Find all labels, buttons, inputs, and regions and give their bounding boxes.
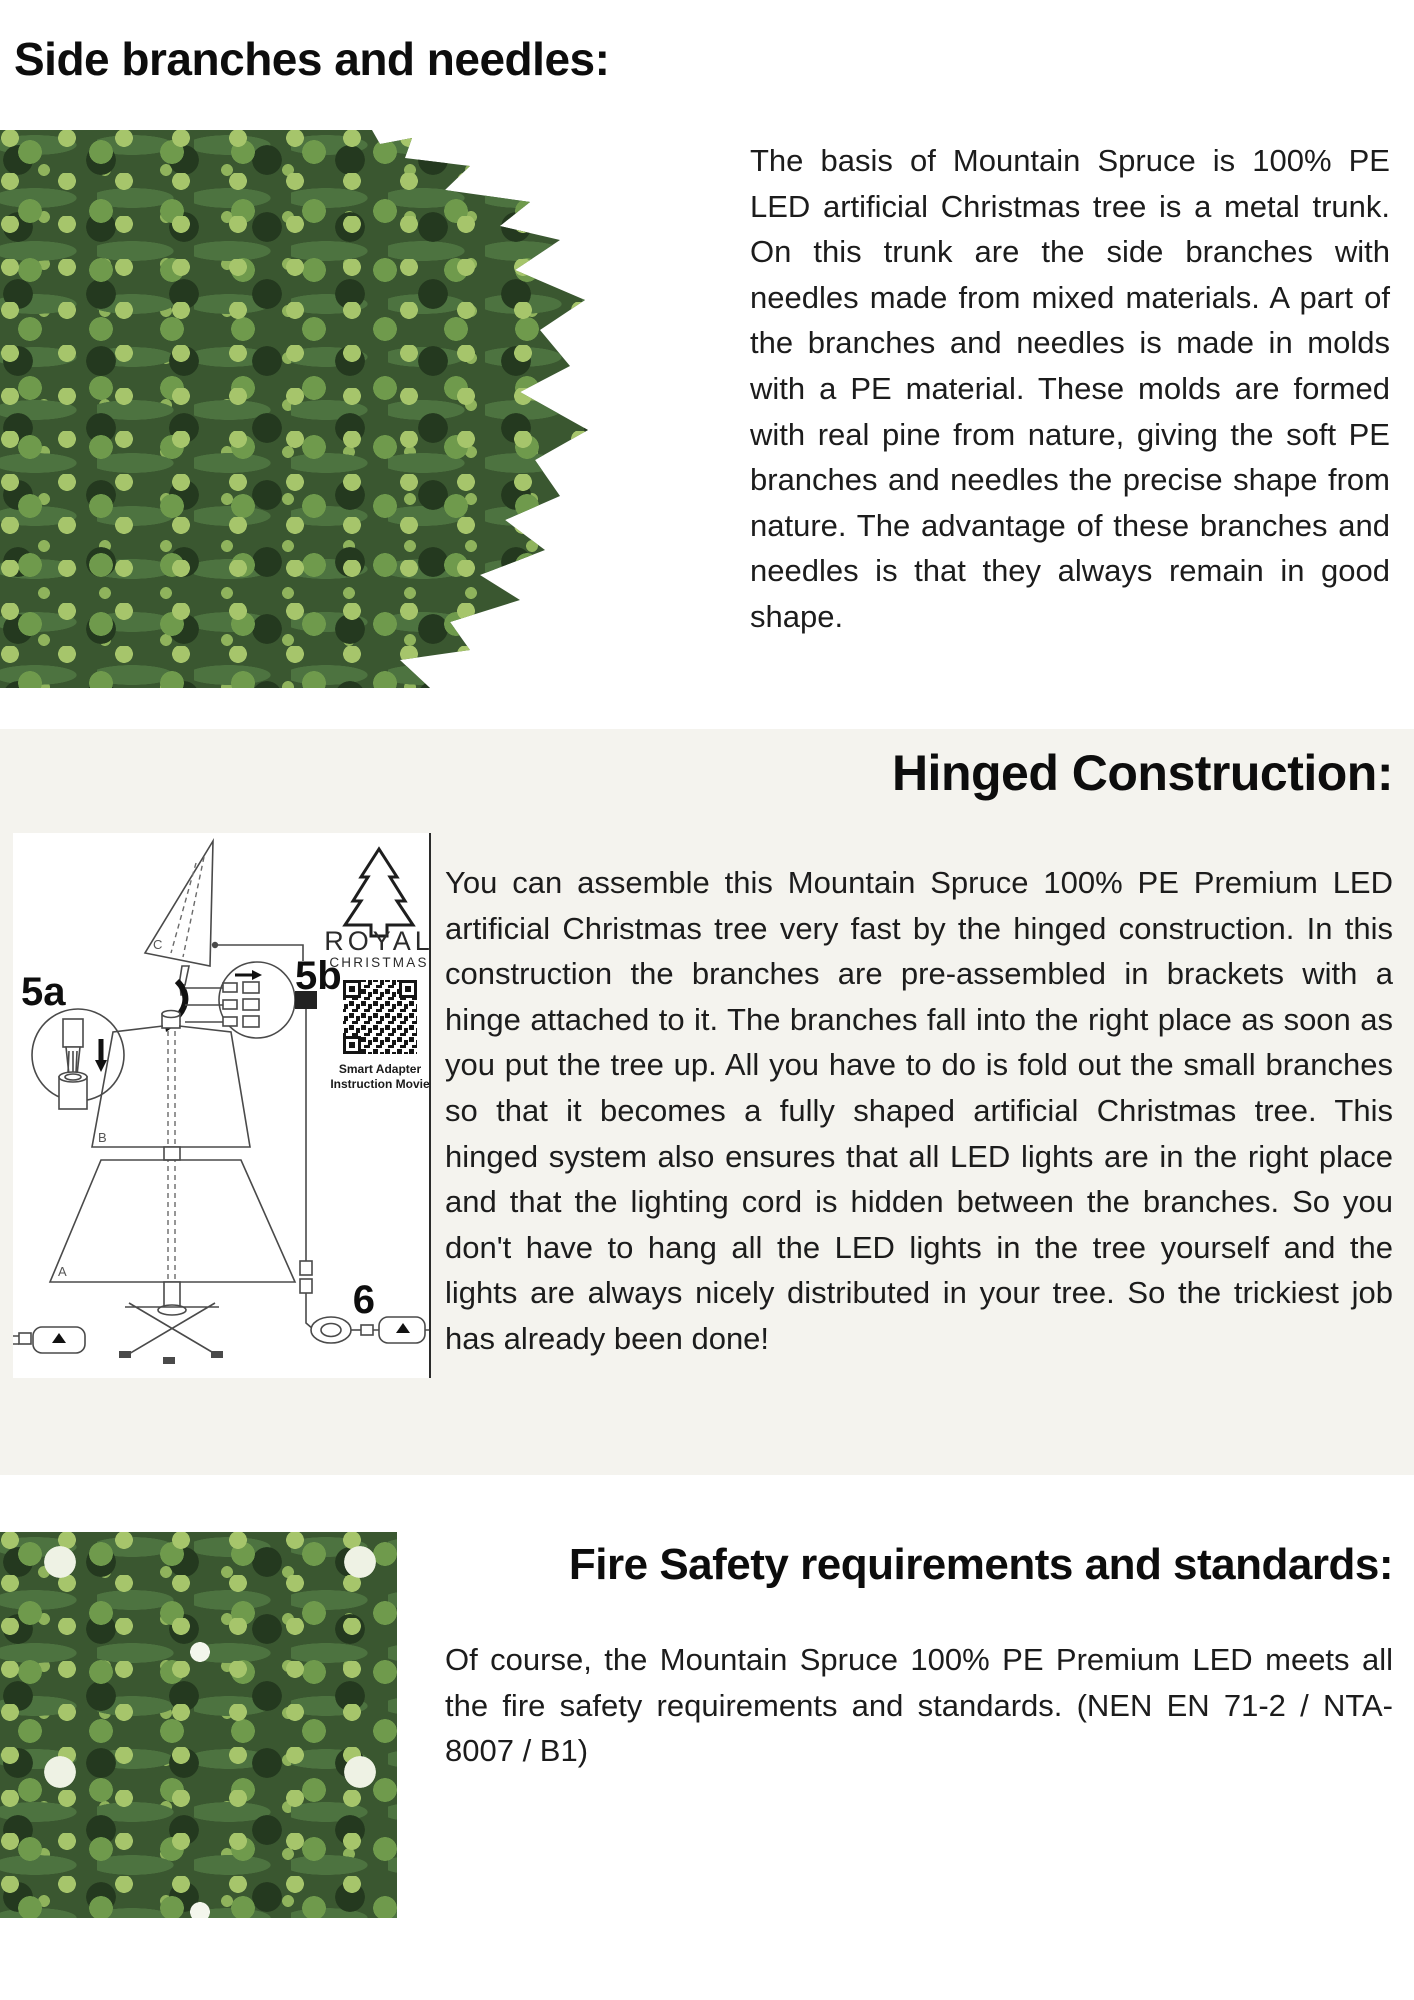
royal-christmas-logo xyxy=(324,849,429,970)
tree-bottom-section-a xyxy=(50,1160,295,1282)
fire-safety-paragraph: Of course, the Mountain Spruce 100% PE Premium LED meets all the fire safety requirements and standards. (NEN EN 71-2 / NTA-8007 / B1) xyxy=(445,1642,1393,1769)
logo-text-royal: ROYAL xyxy=(324,926,429,956)
logo-text-christmas: CHRISTMAS xyxy=(329,955,429,970)
fire-safety-heading: Fire Safety requirements and standards: xyxy=(568,1540,1393,1589)
hinged-heading: Hinged Construction: xyxy=(891,745,1393,801)
leader-line xyxy=(215,945,303,961)
side-branches-heading: Side branches and needles: xyxy=(14,33,610,85)
part-c-label: C xyxy=(153,937,163,952)
tree-stand xyxy=(119,1282,223,1364)
step-6-label: 6 xyxy=(352,1278,375,1322)
tree-closeup-photo xyxy=(0,1532,397,1918)
qr-caption-line1: Smart Adapter xyxy=(338,1062,422,1076)
step-5b-label: 5b xyxy=(295,954,342,998)
assembly-diagram-drawing xyxy=(13,833,429,1378)
qr-code xyxy=(343,980,417,1054)
tree-middle-section-b xyxy=(92,1026,250,1160)
hinged-paragraph: You can assemble this Mountain Spruce 100% PE Premium LED artificial Christmas tree very fast by the hinged construction. In this construction the branches are pre-assembled in brackets with a hinge attached to it. The branches fall into the right place as soon as you put the tree up. All you have to do is fold out the small branches so that it becomes a fully shaped artificial Christmas tree. This hinged system also ensures that all LED lights are in the right place and that the lighting cord is hidden between the branches. So you don't have to hang all the LED lights in the tree yourself and the lights are always nicely distributed in your tree. So the trickiest job has already been done! xyxy=(445,865,1393,1356)
tree-branches-photo xyxy=(0,130,590,688)
detail-5a-callout xyxy=(32,1009,124,1109)
trunk-pole xyxy=(162,1011,180,1282)
side-branches-paragraph: The basis of Mountain Spruce is 100% PE LED artificial Christmas tree is a metal trunk. On this trunk are the side branches with needles made from mixed materials. A part of the branches and needles is made in molds with a PE material. These molds are formed with real pine from nature, giving the soft PE branches and needles the precise shape from nature. The advantage of these branches and needles is that they always remain in good shape. xyxy=(750,143,1390,634)
power-adapter xyxy=(13,1327,85,1353)
part-b-label: B xyxy=(98,1130,107,1145)
logo-tree-icon xyxy=(345,849,413,936)
part-a-label: A xyxy=(58,1264,67,1279)
tree-top-section-c xyxy=(145,841,213,995)
assembly-diagram xyxy=(13,833,431,1378)
qr-caption-line2: Instruction Movie xyxy=(330,1077,429,1091)
step-5a-label: 5a xyxy=(21,970,66,1014)
